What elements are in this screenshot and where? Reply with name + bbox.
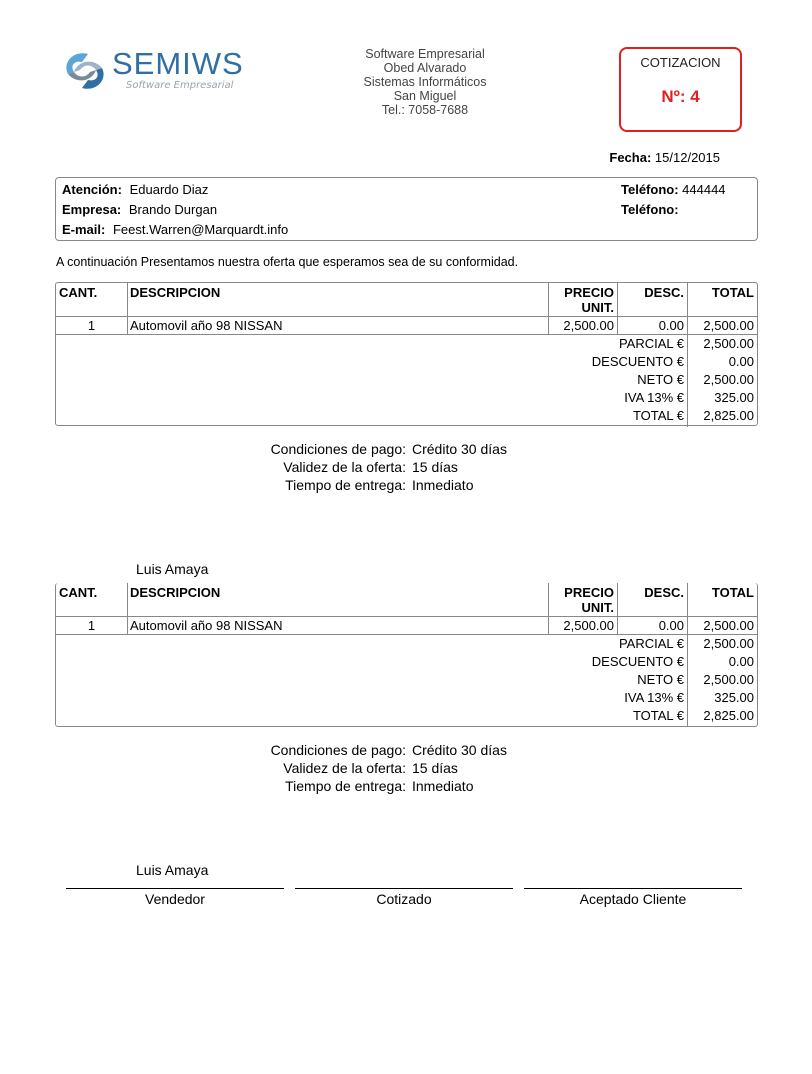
- table-divider: [687, 583, 688, 727]
- summary-label-iva: IVA 13% €: [624, 690, 684, 705]
- attention-row: [62, 182, 208, 197]
- email-label: E-mail:: [62, 222, 106, 237]
- date-label: Fecha:: [609, 150, 652, 165]
- summary-label-descuento: DESCUENTO €: [591, 354, 684, 369]
- condition-value: 15 días: [412, 459, 458, 475]
- table-divider: [127, 583, 128, 635]
- summary-value-neto: 2,500.00: [703, 672, 754, 687]
- logo-tagline: Software Empresarial: [126, 80, 234, 91]
- signature-line: [295, 888, 513, 889]
- company-logo: [60, 46, 244, 96]
- company-line: San Miguel: [393, 89, 457, 103]
- header-disc: DESC.: [644, 285, 684, 300]
- summary-value-iva: 325.00: [714, 690, 754, 705]
- condition-label: Tiempo de entrega:: [285, 477, 406, 493]
- condition-value: Crédito 30 días: [412, 441, 507, 457]
- signature-line: [524, 888, 742, 889]
- logo-wordmark: SEMIWS: [112, 46, 244, 81]
- table-divider: [617, 583, 618, 635]
- summary-value-parcial: 2,500.00: [703, 636, 754, 651]
- summary-value-parcial: 2,500.00: [703, 336, 754, 351]
- condition-value: 15 días: [412, 760, 458, 776]
- table-divider: [56, 634, 757, 635]
- table-divider: [56, 616, 757, 617]
- row-total: 2,500.00: [703, 618, 754, 633]
- email-row: [62, 222, 288, 237]
- summary-label-parcial: PARCIAL €: [618, 336, 684, 351]
- header-qty: CANT.: [59, 585, 98, 600]
- summary-label-total: TOTAL €: [632, 408, 684, 423]
- header-desc: DESCRIPCION: [130, 285, 221, 300]
- header-desc: DESCRIPCION: [130, 585, 221, 600]
- row-disc: 0.00: [658, 618, 684, 633]
- summary-value-descuento: 0.00: [728, 354, 754, 369]
- summary-value-iva: 325.00: [714, 390, 754, 405]
- quote-date: [560, 150, 720, 165]
- company-value: Brando Durgan: [128, 202, 218, 217]
- seller-name: Luis Amaya: [136, 862, 209, 878]
- row-desc: Automovil año 98 NISSAN: [130, 318, 283, 333]
- summary-label-parcial: PARCIAL €: [618, 636, 684, 651]
- condition-label: Condiciones de pago:: [270, 742, 406, 758]
- row-desc: Automovil año 98 NISSAN: [130, 618, 283, 633]
- signature-cotizado: Cotizado: [376, 891, 432, 907]
- condition-label: Tiempo de entrega:: [285, 778, 406, 794]
- header-disc: DESC.: [644, 585, 684, 600]
- table-divider: [617, 283, 618, 335]
- phone-value: 444444: [682, 182, 726, 197]
- table-divider: [548, 283, 549, 335]
- header-price-line2: UNIT.: [581, 300, 614, 315]
- quote-number-box: [619, 47, 742, 132]
- quote-number: Nº: 4: [661, 87, 700, 106]
- header-price-line1: PRECIO: [564, 285, 614, 300]
- row-price: 2,500.00: [563, 318, 614, 333]
- row-qty: 1: [87, 618, 96, 633]
- row-disc: 0.00: [658, 318, 684, 333]
- summary-value-total: 2,825.00: [703, 708, 754, 723]
- table-divider: [56, 316, 757, 317]
- table-divider: [56, 334, 757, 335]
- logo-icon: [60, 48, 110, 94]
- phone2-row: [621, 202, 679, 217]
- seller-name: Luis Amaya: [136, 561, 209, 577]
- quote-title: COTIZACION: [640, 55, 721, 70]
- table-divider: [127, 283, 128, 335]
- company-label: Empresa:: [62, 202, 122, 217]
- summary-label-iva: IVA 13% €: [624, 390, 684, 405]
- condition-label: Condiciones de pago:: [270, 441, 406, 457]
- company-line: Software Empresarial: [365, 47, 485, 61]
- row-qty: 1: [87, 318, 96, 333]
- condition-label: Validez de la oferta:: [283, 760, 406, 776]
- company-info: [330, 47, 520, 117]
- phone-row: [621, 182, 726, 197]
- condition-value: Crédito 30 días: [412, 742, 507, 758]
- items-table: [55, 282, 758, 426]
- email-value: Feest.Warren@Marquardt.info: [112, 222, 289, 237]
- signature-aceptado-cliente: Aceptado Cliente: [579, 891, 687, 907]
- summary-label-total: TOTAL €: [632, 708, 684, 723]
- header-price: [564, 285, 614, 315]
- items-table: [55, 583, 758, 727]
- condition-value: Inmediato: [412, 778, 474, 794]
- company-row: [62, 202, 217, 217]
- header-price-line2: UNIT.: [581, 600, 614, 615]
- phone-label: Teléfono:: [621, 182, 679, 197]
- condition-label: Validez de la oferta:: [283, 459, 406, 475]
- summary-label-descuento: DESCUENTO €: [591, 654, 684, 669]
- company-line: Obed Alvarado: [383, 61, 467, 75]
- phone2-label: Teléfono:: [621, 202, 679, 217]
- summary-value-total: 2,825.00: [703, 408, 754, 423]
- summary-label-neto: NETO €: [637, 672, 684, 687]
- summary-value-neto: 2,500.00: [703, 372, 754, 387]
- row-total: 2,500.00: [703, 318, 754, 333]
- company-line: Sistemas Informáticos: [363, 75, 487, 89]
- header-total: TOTAL: [711, 585, 754, 600]
- attention-value: Eduardo Diaz: [129, 182, 209, 197]
- header-price: [564, 585, 614, 615]
- row-price: 2,500.00: [563, 618, 614, 633]
- condition-value: Inmediato: [412, 477, 474, 493]
- header-price-line1: PRECIO: [564, 585, 614, 600]
- table-divider: [548, 583, 549, 635]
- summary-value-descuento: 0.00: [728, 654, 754, 669]
- signature-line: [66, 888, 284, 889]
- header-total: TOTAL: [711, 285, 754, 300]
- client-info-box: [55, 177, 758, 241]
- signature-vendedor: Vendedor: [145, 891, 205, 907]
- date-value: 15/12/2015: [654, 150, 720, 165]
- summary-label-neto: NETO €: [637, 372, 684, 387]
- header-qty: CANT.: [59, 285, 98, 300]
- company-line: Tel.: 7058-7688: [381, 103, 469, 117]
- table-divider: [687, 283, 688, 427]
- intro-text: A continuación Presentamos nuestra oferta que esperamos sea de su conformidad.: [56, 255, 519, 269]
- attention-label: Atención:: [62, 182, 122, 197]
